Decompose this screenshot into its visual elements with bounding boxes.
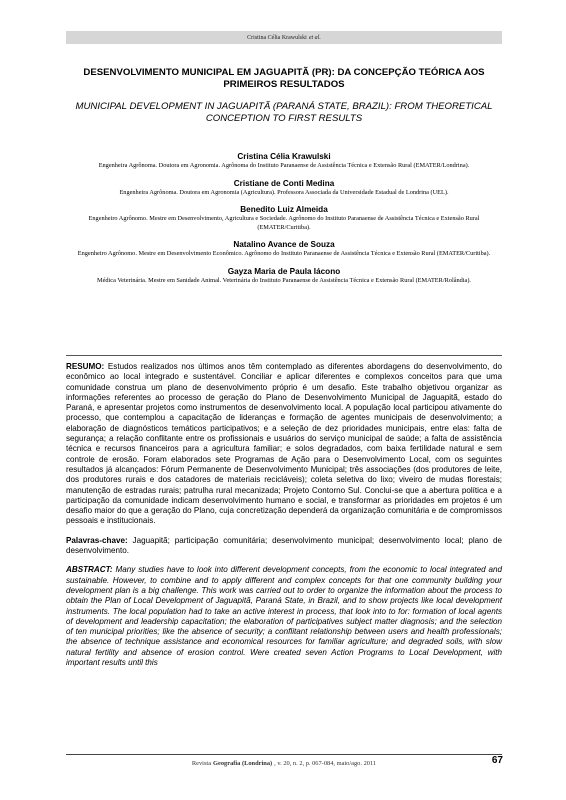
author-name: Gayza Maria de Paula Iácono <box>227 266 341 276</box>
abstract-paragraph <box>66 565 502 668</box>
section-divider <box>66 355 502 356</box>
footer-prefix: Revista <box>191 759 212 767</box>
author-entry <box>66 239 502 259</box>
abstract-text: Many studies have to look into different development concepts, from the economic to local integrated and sustainable. However, to combine and to apply different and complex concepts for that one community building your development plan is a big challenge. This work was carried out to order to organize the information about the process to obtain the Plan of Local Development of Jaguapitã, Paraná State, in Brazil, and to show projects like local development instruments. The local population had to take an active interest in process, that look into to for: formation of local agents of development and leadership capacitation; the elaboration of participatives subject matter diagnosis; and the selection of ten municipal priorities; like the absence of security; a conflitant relationship between users and health professionals; the absence of technique assistance and economical resources for familiar agriculture; and degraded soils, with slow natural fertility and absence of erosion control. Were created seven Action Programs to Local Development, with important results until this <box>66 565 503 668</box>
author-affiliation: Médica Veterinária. Mestre em Sanidade Animal. Veterinária do Instituto Paranaense de Assistência Técnica e Extensão Rural (EMATER/Rolândia). <box>96 276 472 284</box>
author-name: Cristiane de Conti Medina <box>233 178 335 188</box>
title-portuguese: DESENVOLVIMENTO MUNICIPAL EM JAGUAPITÃ (PR): DA CONCEPÇÃO TEÓRICA AOS PRIMEIROS RESULTADOS <box>83 67 485 90</box>
running-header-author: Cristina Célia Krawulski <box>247 34 307 41</box>
keywords-paragraph <box>66 536 502 557</box>
footer-journal: Geografia (Londrina) <box>213 759 273 767</box>
abstract-label: ABSTRACT: <box>66 565 113 575</box>
author-affiliation: Engenheira Agrônoma. Doutora em Agronomia (Agricultura). Professora Associada da Universidade Estadual de Londrina (UEL). <box>119 188 449 196</box>
running-header-etal: et al. <box>308 34 321 41</box>
author-name: Cristina Célia Krawulski <box>237 152 331 161</box>
author-entry <box>66 266 502 286</box>
author-entry <box>66 204 502 232</box>
title-english: MUNICIPAL DEVELOPMENT IN JAGUAPITÃ (PARANÁ STATE, BRAZIL): FROM THEORETICAL CONCEPTION TO FIRST RESULTS <box>75 101 493 124</box>
keywords-label: Palavras-chave: <box>66 535 128 545</box>
author-entry <box>66 178 502 198</box>
running-header <box>66 31 502 44</box>
footer-details: , v. 20, n. 2, p. 067-084, maio/ago. 2011 <box>274 759 377 767</box>
author-list <box>66 151 502 293</box>
footer-divider <box>66 754 502 755</box>
author-affiliation: Engenheiro Agrônomo. Mestre em Desenvolvimento, Agricultura e Sociedade. Agrônomo do Instituto Paranaense de Assistência Técnica e Extensão Rural (EMATER/Curitiba). <box>88 215 480 231</box>
page-number: 67 <box>491 755 503 766</box>
resumo-paragraph <box>66 362 502 527</box>
author-entry <box>66 151 502 171</box>
resumo-label: RESUMO: <box>66 362 105 371</box>
footer-citation <box>66 757 502 769</box>
author-affiliation: Engenheira Agrônoma. Doutora em Agronomia. Agrônoma do Instituto Paranaense de Assistência Técnica e Extensão Rural (EMATER/Londrina). <box>98 162 470 169</box>
keywords-text: Jaguapitã; participação comunitária; desenvolvimento municipal; desenvolvimento local; plano de desenvolvimento. <box>66 535 503 556</box>
author-name: Benedito Luiz Almeida <box>240 205 328 215</box>
abstract-section <box>66 362 502 677</box>
author-name: Natalino Avance de Souza <box>233 240 335 250</box>
resumo-text: Estudos realizados nos últimos anos têm contemplado as diferentes abordagens do desenvolvimento, do econômico ao local integrado e sustentável. Conciliar e aplicar diferentes e complexos conceitos para que uma comunidade construa um plano de desenvolvimento próprio é um desafio. Este trabalho objetivou organizar as informações referentes ao processo de geração do Plano de Desenvolvimento Municipal de Jaguapitã, estado do Paraná, e apresentar projetos como instrumentos de desenvolvimento local. A população local participou ativamente do processo, que contemplou a capacitação de lideranças e formação de agentes municipais de desenvolvimento; a elaboração de diagnósticos temáticos participativos; e a seleção de dez prioridades municipais, entre elas: falta de segurança; a relação conflitante entre os profissionais e usuários do serviço municipal de saúde; a falta de assistência técnica e recursos financeiros para a agricultura familiar; e solos degradados, com baixa fertilidade natural e sem controle de erosão. Foram elaborados sete Programas de Ação para o Desenvolvimento Local, com os seguintes resultados já alcançados: Fórum Permanente de Desenvolvimento Municipal; três associações (dos produtores de leite, dos produtores rurais e dos catadores de materiais recicláveis); coleta seletiva do lixo; viveiro de mudas florestais; manutenção de estradas rurais; patrulha rural mecanizada; Projeto Contorno Sul. Conclui-se que a abertura política e a participação da comunidade indicam desenvolvimento humano e social, e transformar as prioridades em projetos é um desafio maior do que a geração do Plano, cuja concretização dependerá da organização comunitária e de compromissos pessoais e institucionais. <box>66 362 502 526</box>
author-affiliation: Engenheiro Agrônomo. Mestre em Desenvolvimento Econômico. Agrônomo do Instituto Paranaense de Assistência Técnica e Extensão Rural (EMATER/Curitiba). <box>77 250 491 258</box>
